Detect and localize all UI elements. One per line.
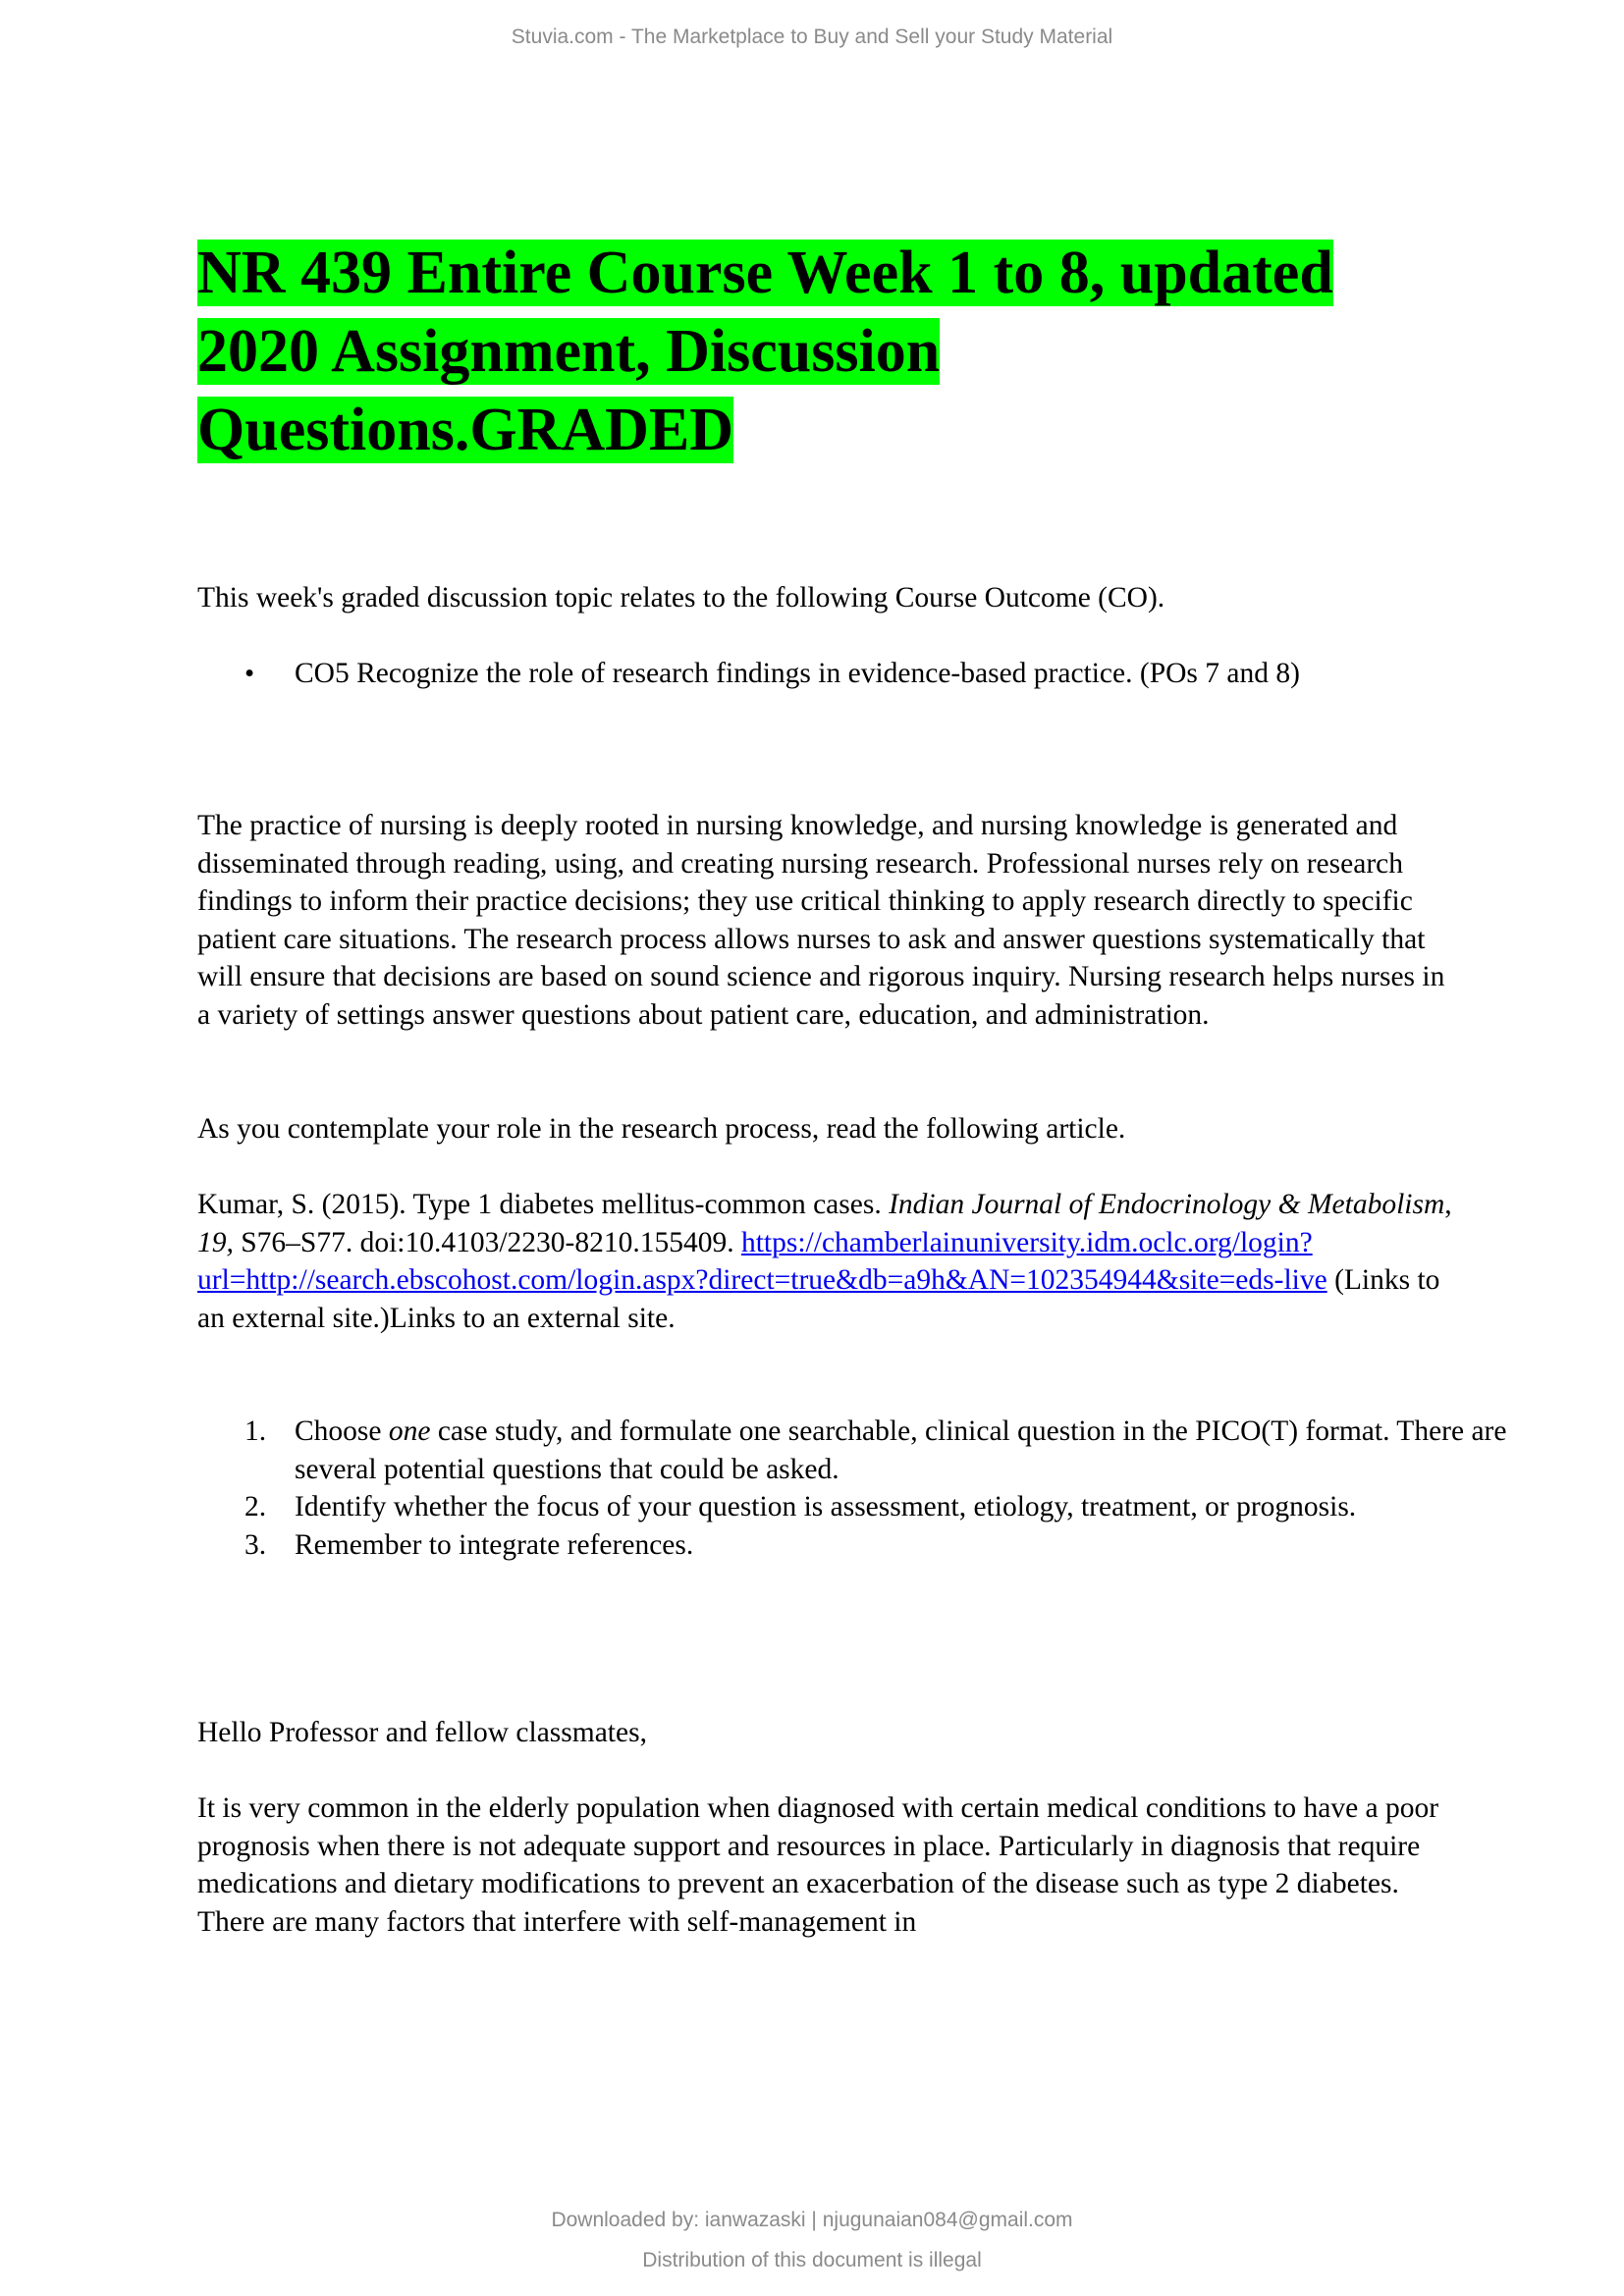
list-item bbox=[244, 1413, 1561, 1488]
list-item: • CO5 Recognize the role of research findings in evidence-based practice. (POs 7 and 8) bbox=[295, 655, 1561, 693]
list-item bbox=[244, 1488, 1561, 1526]
step-text: Choose bbox=[295, 1415, 389, 1447]
citation-pages: S76–S77. doi:10.4103/2230-8210.155409. bbox=[233, 1226, 741, 1258]
citation-comma: , bbox=[1444, 1189, 1452, 1220]
distribution-notice: Distribution of this document is illegal bbox=[642, 2249, 982, 2271]
citation-journal: Indian Journal of Endocrinology & Metabolism bbox=[889, 1189, 1445, 1220]
document-title bbox=[197, 234, 1464, 469]
citation-volume: 19, bbox=[197, 1226, 234, 1258]
step-emphasis: one bbox=[388, 1415, 431, 1447]
step-text: Remember to integrate references. bbox=[295, 1528, 694, 1561]
step-text: case study, and formulate one searchable, clinical question in the PICO(T) format. There are several potential questions that could be asked. bbox=[295, 1415, 1507, 1485]
assignment-steps-list bbox=[197, 1413, 1561, 1564]
title-highlight: NR 439 Entire Course Week 1 to 8, updated 2020 Assignment, Discussion Questions.GRADED bbox=[197, 240, 1333, 463]
download-notice: Downloaded by: ianwazaski | njugunaian084@gmail.com bbox=[551, 2209, 1073, 2231]
citation-authors: Kumar, S. (2015). Type 1 diabetes mellitus-common cases. bbox=[197, 1189, 890, 1220]
list-item bbox=[244, 1526, 1561, 1565]
stuvia-watermark: Stuvia.com - The Marketplace to Buy and Sell your Study Material bbox=[511, 26, 1113, 48]
greeting-paragraph: Hello Professor and fellow classmates, bbox=[197, 1717, 647, 1748]
list-number: 2. bbox=[244, 1491, 267, 1522]
intro-paragraph: This week's graded discussion topic relates to the following Course Outcome (CO). bbox=[197, 582, 1165, 614]
course-outcome-list bbox=[197, 655, 1561, 693]
step-text: Identify whether the focus of your question is assessment, etiology, treatment, or prognosis. bbox=[295, 1491, 1357, 1522]
article-link[interactable]: https://chamberlainuniversity.idm.oclc.org/login?url=http://search.ebscohost.com/login.aspx?direct=true&db=a9h&AN=102354944&site=eds-live bbox=[197, 1226, 1327, 1296]
list-number: 3. bbox=[244, 1528, 267, 1561]
response-paragraph: It is very common in the elderly population when diagnosed with certain medical conditions to have a poor prognosis when there is not adequate support and resources in place. Particularly in diagnosis that require medications and dietary modifications to prevent an exacerbation of the disease such as type 2 diabetes. There are many factors that interfere with self-management in bbox=[197, 1792, 1439, 1938]
article-citation bbox=[197, 1186, 1464, 1337]
body-paragraph: The practice of nursing is deeply rooted in nursing knowledge, and nursing knowledge is generated and disseminated through reading, using, and creating nursing research. Professional nurses rely on research findings to inform their practice decisions; they use critical thinking to apply research directly to specific patient care situations. The research process allows nurses to ask and answer questions systematically that will ensure that decisions are based on sound science and rigorous inquiry. Nursing research helps nurses in a variety of settings answer questions about patient care, education, and administration. bbox=[197, 810, 1445, 1031]
contemplate-paragraph: As you contemplate your role in the research process, read the following article. bbox=[197, 1113, 1126, 1145]
link-note: (Links to an external site.)Links to an external site. bbox=[197, 1264, 1440, 1334]
list-number: 1. bbox=[244, 1415, 267, 1447]
